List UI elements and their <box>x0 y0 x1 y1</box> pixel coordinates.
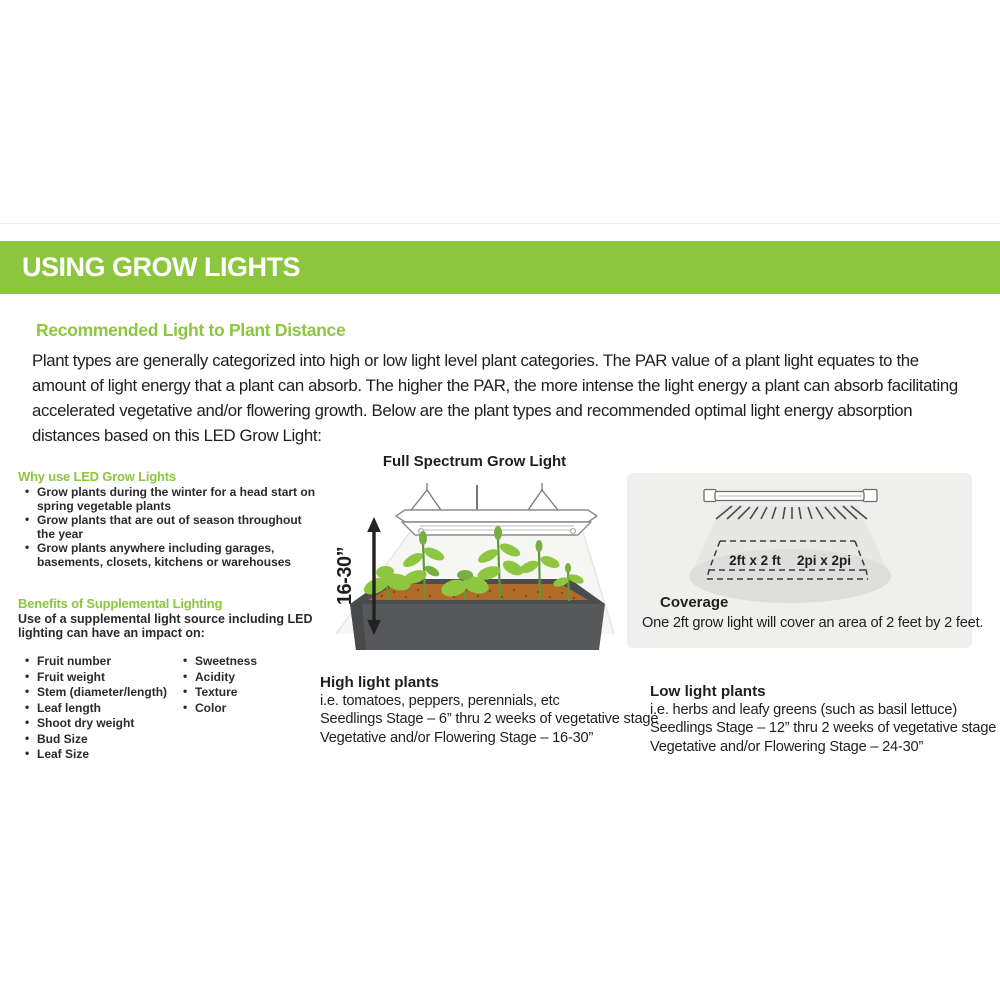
bullet-item: • Texture <box>183 684 238 699</box>
bullet-item: • Fruit number <box>25 653 111 668</box>
bullet-icon: • <box>25 653 30 667</box>
grow-light-diagram-title: Full Spectrum Grow Light <box>382 453 567 470</box>
detail-line: Vegetative and/or Flowering Stage – 16-30” <box>320 729 594 746</box>
bullet-item: • Acidity <box>183 668 236 684</box>
bullet-icon: • <box>183 699 188 714</box>
bullet-icon: • <box>25 699 30 714</box>
coverage-panel <box>627 473 984 648</box>
why-use-heading: Why use LED Grow Lights <box>18 469 176 484</box>
benefits-column-2 <box>176 654 318 763</box>
intro-paragraph: Plant types are generally categorized into high or low light level plant categories. The PAR value of a plant light equates to the amount of light energy that a plant can absorb. The higher the PAR, the more intense the light energy a plant can absorb facilitating accelerated vegetative and/or flowering growth. Below are the plant types and recommended optimal light energy absorption distances based on this LED Grow Light: <box>32 351 958 445</box>
bullet-item: • Leaf length <box>25 699 102 715</box>
why-use-list <box>18 486 318 570</box>
benefits-heading: Benefits of Supplemental Lighting <box>18 596 223 611</box>
distance-label: 16-30” <box>334 546 356 606</box>
bullet-icon: • <box>183 668 188 683</box>
low-light-lines <box>650 701 996 756</box>
bullet-icon: • <box>183 653 188 667</box>
bullet-icon: • <box>25 484 30 498</box>
bullet-item: • Stem (diameter/length) <box>25 684 168 699</box>
high-light-lines <box>320 692 658 747</box>
banner <box>0 241 1000 294</box>
bullet-item: • Grow plants that are out of season throughout the year <box>25 512 302 541</box>
high-light-plants-section <box>320 674 658 747</box>
bullet-item: • Shoot dry weight <box>25 715 135 730</box>
low-light-heading: Low light plants <box>650 683 766 700</box>
bullet-item: • Leaf Size <box>25 746 90 761</box>
top-divider <box>0 223 1000 224</box>
bullet-item: • Bud Size <box>25 730 88 746</box>
bullet-icon: • <box>25 746 30 760</box>
high-light-heading: High light plants <box>320 674 439 691</box>
detail-line: Vegetative and/or Flowering Stage – 24-30” <box>650 738 924 755</box>
bullet-icon: • <box>25 668 30 683</box>
detail-line: i.e. herbs and leafy greens (such as basil lettuce) <box>650 702 957 718</box>
detail-line: i.e. tomatoes, peppers, perennials, etc <box>320 693 560 709</box>
low-light-plants-section <box>650 683 996 756</box>
bullet-icon: • <box>25 540 30 554</box>
coverage-area-label-2: 2pi x 2pi <box>796 553 852 568</box>
benefits-columns <box>18 654 318 763</box>
bullet-icon: • <box>25 512 30 526</box>
banner-title: USING GROW LIGHTS <box>22 252 300 282</box>
benefits-intro: Use of a supplemental light source including LED lighting can have an impact on: <box>18 612 313 640</box>
benefits-column-1 <box>18 654 176 763</box>
bullet-item: • Fruit weight <box>25 668 105 684</box>
grow-light-illustration <box>322 472 622 672</box>
detail-line: Seedlings Stage – 12” thru 2 weeks of vegetative stage <box>650 720 997 737</box>
bullet-icon: • <box>183 684 188 698</box>
detail-line: Seedlings Stage – 6” thru 2 weeks of vegetative stage <box>320 711 659 728</box>
bullet-icon: • <box>25 715 30 729</box>
bullet-icon: • <box>25 730 30 745</box>
bullet-item: • Grow plants anywhere including garages, basements, closets, kitchens or warehouses <box>25 540 292 569</box>
coverage-area-label-1: 2ft x 2 ft <box>729 553 781 568</box>
coverage-heading: Coverage <box>660 594 729 611</box>
bullet-icon: • <box>25 684 30 698</box>
coverage-text: One 2ft grow light will cover an area of 2 feet by 2 feet. <box>642 615 984 631</box>
bullet-item: • Grow plants during the winter for a head start on spring vegetable plants <box>25 484 316 513</box>
bullet-item: • Sweetness <box>183 653 258 668</box>
section-heading: Recommended Light to Plant Distance <box>36 320 346 340</box>
bullet-item: • Color <box>183 699 227 715</box>
